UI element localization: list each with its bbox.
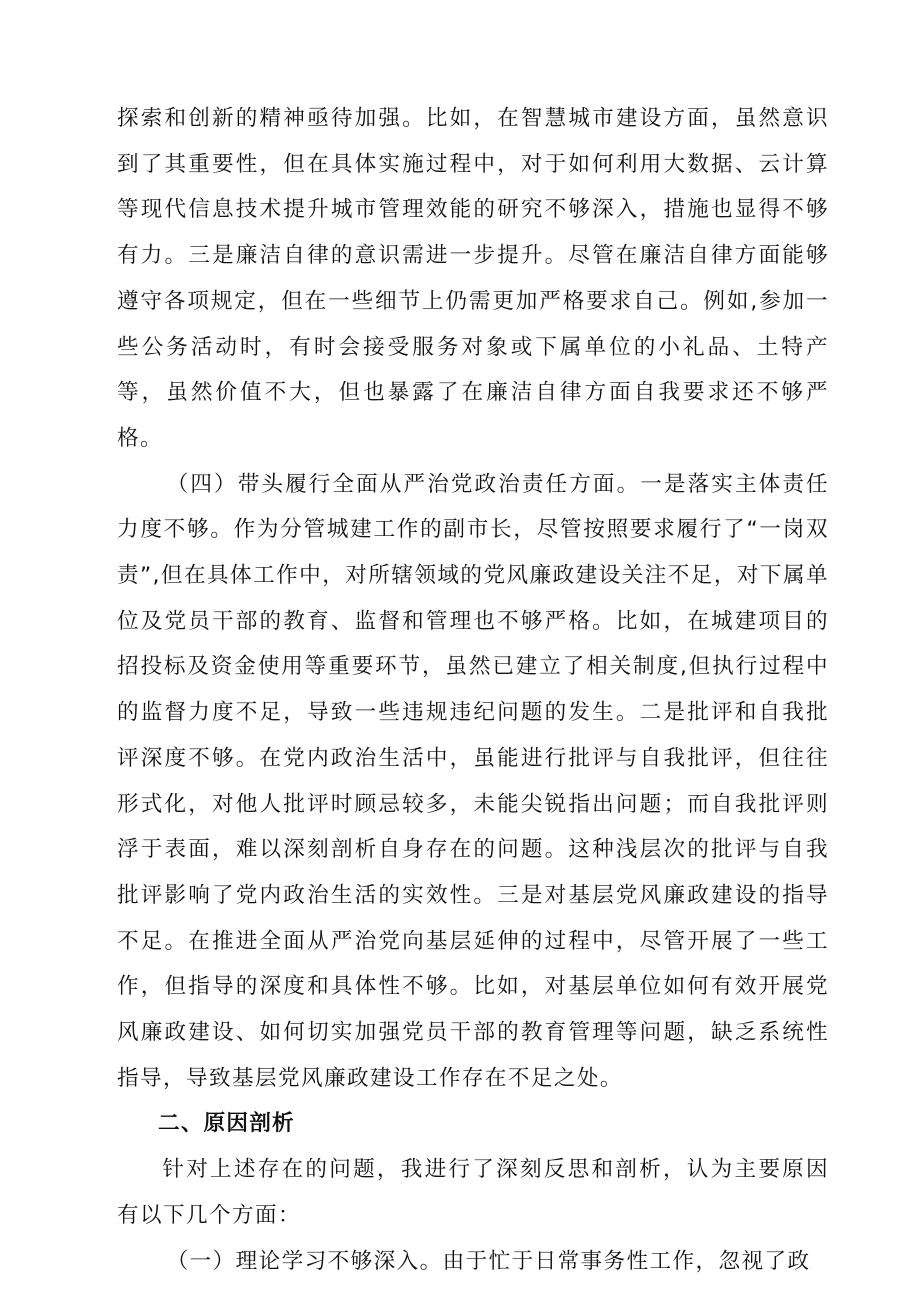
paragraph-1: 探索和创新的精神亟待加强。比如，在智慧城市建设方面，虽然意识到了其重要性，但在具体实施过程中，对于如何利用大数据、云计算等现代信息技术提升城市管理效能的研究不够深入，措施也显得不够有力。三是廉洁自律的意识需进一步提升。尽管在廉洁自律方面能够遵守各项规定，但在一些细节上仍需更加严格要求自己。例如,参加一些公务活动时，有时会接受服务对象或下属单位的小礼品、土特产等，虽然价值不大，但也暴露了在廉洁自律方面自我要求还不够严格。 bbox=[117, 106, 829, 451]
document-body bbox=[117, 96, 829, 1284]
paragraph-3: 针对上述存在的问题，我进行了深刻反思和剖析，认为主要原因有以下几个方面： bbox=[117, 1157, 829, 1228]
section-heading: 二、原因剖析 bbox=[158, 1111, 295, 1137]
paragraph-4: （一）理论学习不够深入。由于忙于日常事务性工作，忽视了政 bbox=[166, 1248, 811, 1274]
paragraph-2: （四）带头履行全面从严治党政治责任方面。一是落实主体责任力度不够。作为分管城建工作的副市长，尽管按照要求履行了“一岗双责”,但在具体工作中，对所辖领域的党风廉政建设关注不足，对下属单位及党员干部的教育、监督和管理也不够严格。比如，在城建项目的招投标及资金使用等重要环节，虽然已建立了相关制度,但执行过程中的监督力度不足，导致一些违规违纪问题的发生。二是批评和自我批评深度不够。在党内政治生活中，虽能进行批评与自我批评，但往往形式化，对他人批评时顾忌较多，未能尖锐指出问题；而自我批评则浮于表面，难以深刻剖析自身存在的问题。这种浅层次的批评与自我批评影响了党内政治生活的实效性。三是对基层党风廉政建设的指导不足。在推进全面从严治党向基层延伸的过程中，尽管开展了一些工作，但指导的深度和具体性不够。比如，对基层单位如何有效开展党风廉政建设、如何切实加强党员干部的教育管理等问题，缺乏系统性指导，导致基层党风廉政建设工作存在不足之处。 bbox=[117, 471, 829, 1091]
